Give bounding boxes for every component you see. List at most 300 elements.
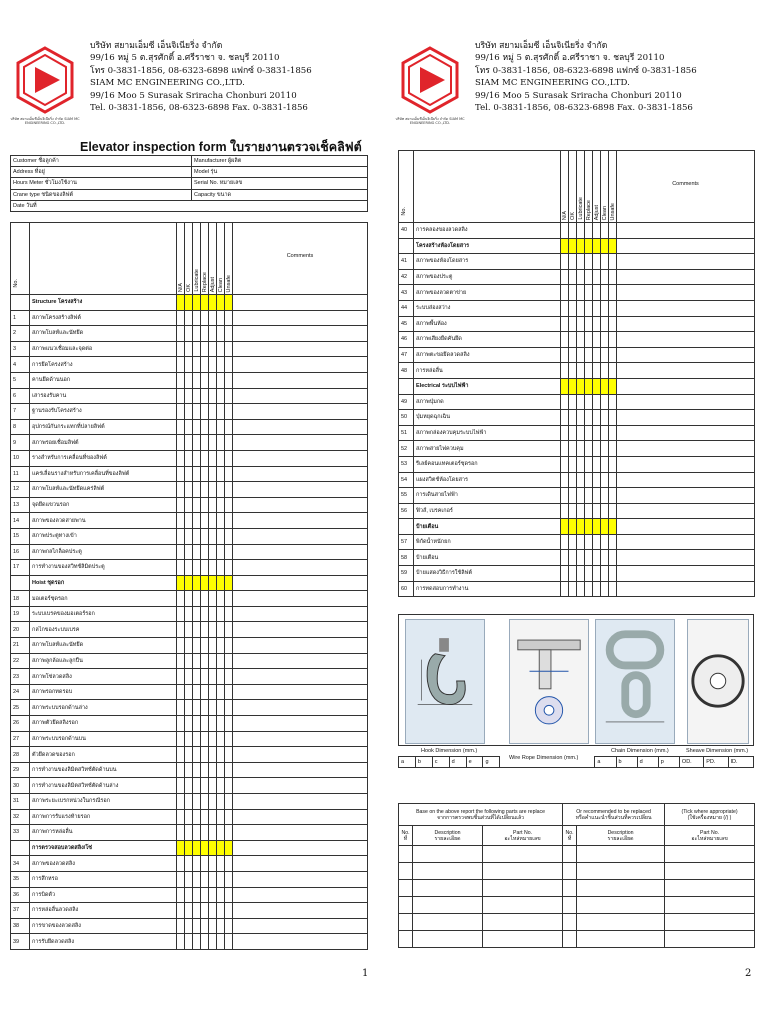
check-cell[interactable] xyxy=(201,372,209,388)
comment-cell[interactable] xyxy=(617,223,755,239)
check-cell[interactable] xyxy=(225,606,233,622)
check-cell[interactable] xyxy=(185,341,193,357)
check-cell[interactable] xyxy=(225,310,233,326)
comment-cell[interactable] xyxy=(233,544,368,560)
check-cell[interactable] xyxy=(585,425,593,441)
check-cell[interactable] xyxy=(561,347,569,363)
check-cell[interactable] xyxy=(209,466,217,482)
check-cell[interactable] xyxy=(201,856,209,872)
check-cell[interactable] xyxy=(177,669,185,685)
check-cell[interactable] xyxy=(225,903,233,919)
check-cell[interactable] xyxy=(225,450,233,466)
check-cell[interactable] xyxy=(177,794,185,810)
check-cell[interactable] xyxy=(217,606,225,622)
check-cell[interactable] xyxy=(601,534,609,550)
check-cell[interactable] xyxy=(601,550,609,566)
check-cell[interactable] xyxy=(177,560,185,576)
check-cell[interactable] xyxy=(569,300,577,316)
check-cell[interactable] xyxy=(201,903,209,919)
check-cell[interactable] xyxy=(185,419,193,435)
comment-cell[interactable] xyxy=(233,934,368,950)
check-cell[interactable] xyxy=(593,347,601,363)
check-cell[interactable] xyxy=(185,497,193,513)
check-cell[interactable] xyxy=(609,472,617,488)
check-cell[interactable] xyxy=(569,581,577,597)
comment-cell[interactable] xyxy=(233,918,368,934)
check-cell[interactable] xyxy=(185,700,193,716)
check-cell[interactable] xyxy=(217,388,225,404)
check-cell[interactable] xyxy=(177,762,185,778)
check-cell[interactable] xyxy=(209,450,217,466)
check-cell[interactable] xyxy=(225,731,233,747)
comment-cell[interactable] xyxy=(617,456,755,472)
check-cell[interactable] xyxy=(593,269,601,285)
check-cell[interactable] xyxy=(201,716,209,732)
check-cell[interactable] xyxy=(193,825,201,841)
manufacturer-field[interactable]: Manufacturer ผู้ผลิต xyxy=(192,156,368,167)
comment-cell[interactable] xyxy=(617,581,755,597)
check-cell[interactable] xyxy=(569,223,577,239)
check-cell[interactable] xyxy=(593,300,601,316)
check-cell[interactable] xyxy=(577,456,585,472)
check-cell[interactable] xyxy=(569,254,577,270)
check-cell[interactable] xyxy=(585,363,593,379)
check-cell[interactable] xyxy=(561,441,569,457)
check-cell[interactable] xyxy=(593,503,601,519)
check-cell[interactable] xyxy=(193,638,201,654)
check-cell[interactable] xyxy=(585,581,593,597)
check-cell[interactable] xyxy=(217,544,225,560)
check-cell[interactable] xyxy=(209,388,217,404)
check-cell[interactable] xyxy=(225,716,233,732)
check-cell[interactable] xyxy=(585,254,593,270)
check-cell[interactable] xyxy=(601,441,609,457)
check-cell[interactable] xyxy=(569,316,577,332)
comment-cell[interactable] xyxy=(233,731,368,747)
check-cell[interactable] xyxy=(209,606,217,622)
check-cell[interactable] xyxy=(569,550,577,566)
check-cell[interactable] xyxy=(225,871,233,887)
check-cell[interactable] xyxy=(217,778,225,794)
check-cell[interactable] xyxy=(601,332,609,348)
check-cell[interactable] xyxy=(209,357,217,373)
hours-meter-field[interactable]: Hours Meter ชั่วโมงใช้งาน xyxy=(11,178,192,189)
comment-cell[interactable] xyxy=(233,778,368,794)
check-cell[interactable] xyxy=(201,809,209,825)
check-cell[interactable] xyxy=(177,513,185,529)
check-cell[interactable] xyxy=(561,566,569,582)
check-cell[interactable] xyxy=(225,388,233,404)
check-cell[interactable] xyxy=(601,472,609,488)
check-cell[interactable] xyxy=(593,456,601,472)
check-cell[interactable] xyxy=(209,310,217,326)
check-cell[interactable] xyxy=(201,622,209,638)
comment-cell[interactable] xyxy=(233,372,368,388)
comment-cell[interactable] xyxy=(233,513,368,529)
check-cell[interactable] xyxy=(561,223,569,239)
check-cell[interactable] xyxy=(609,441,617,457)
check-cell[interactable] xyxy=(209,825,217,841)
check-cell[interactable] xyxy=(185,606,193,622)
comment-cell[interactable] xyxy=(617,472,755,488)
check-cell[interactable] xyxy=(201,653,209,669)
check-cell[interactable] xyxy=(177,450,185,466)
check-cell[interactable] xyxy=(593,316,601,332)
check-cell[interactable] xyxy=(601,581,609,597)
check-cell[interactable] xyxy=(185,918,193,934)
check-cell[interactable] xyxy=(569,488,577,504)
check-cell[interactable] xyxy=(217,934,225,950)
check-cell[interactable] xyxy=(561,300,569,316)
check-cell[interactable] xyxy=(585,410,593,426)
check-cell[interactable] xyxy=(209,794,217,810)
check-cell[interactable] xyxy=(201,825,209,841)
check-cell[interactable] xyxy=(561,425,569,441)
check-cell[interactable] xyxy=(569,285,577,301)
check-cell[interactable] xyxy=(193,482,201,498)
check-cell[interactable] xyxy=(569,534,577,550)
check-cell[interactable] xyxy=(217,341,225,357)
check-cell[interactable] xyxy=(177,482,185,498)
check-cell[interactable] xyxy=(209,684,217,700)
check-cell[interactable] xyxy=(609,347,617,363)
check-cell[interactable] xyxy=(193,497,201,513)
check-cell[interactable] xyxy=(569,503,577,519)
check-cell[interactable] xyxy=(601,394,609,410)
check-cell[interactable] xyxy=(593,550,601,566)
check-cell[interactable] xyxy=(177,466,185,482)
check-cell[interactable] xyxy=(209,856,217,872)
check-cell[interactable] xyxy=(209,497,217,513)
comment-cell[interactable] xyxy=(233,310,368,326)
check-cell[interactable] xyxy=(593,441,601,457)
check-cell[interactable] xyxy=(561,394,569,410)
check-cell[interactable] xyxy=(185,560,193,576)
check-cell[interactable] xyxy=(585,550,593,566)
check-cell[interactable] xyxy=(217,357,225,373)
check-cell[interactable] xyxy=(209,513,217,529)
check-cell[interactable] xyxy=(217,653,225,669)
check-cell[interactable] xyxy=(185,825,193,841)
check-cell[interactable] xyxy=(177,435,185,451)
comment-cell[interactable] xyxy=(233,669,368,685)
check-cell[interactable] xyxy=(577,472,585,488)
check-cell[interactable] xyxy=(185,716,193,732)
check-cell[interactable] xyxy=(585,332,593,348)
check-cell[interactable] xyxy=(561,410,569,426)
check-cell[interactable] xyxy=(577,223,585,239)
check-cell[interactable] xyxy=(609,363,617,379)
check-cell[interactable] xyxy=(177,528,185,544)
check-cell[interactable] xyxy=(185,903,193,919)
check-cell[interactable] xyxy=(209,934,217,950)
comment-cell[interactable] xyxy=(233,622,368,638)
check-cell[interactable] xyxy=(185,856,193,872)
check-cell[interactable] xyxy=(585,223,593,239)
check-cell[interactable] xyxy=(185,310,193,326)
check-cell[interactable] xyxy=(601,316,609,332)
serial-field[interactable]: Serial No. หมายเลข xyxy=(192,178,368,189)
check-cell[interactable] xyxy=(593,534,601,550)
check-cell[interactable] xyxy=(585,566,593,582)
check-cell[interactable] xyxy=(225,544,233,560)
check-cell[interactable] xyxy=(193,310,201,326)
check-cell[interactable] xyxy=(561,316,569,332)
check-cell[interactable] xyxy=(217,591,225,607)
check-cell[interactable] xyxy=(177,716,185,732)
check-cell[interactable] xyxy=(177,871,185,887)
check-cell[interactable] xyxy=(185,326,193,342)
check-cell[interactable] xyxy=(201,466,209,482)
check-cell[interactable] xyxy=(177,653,185,669)
check-cell[interactable] xyxy=(585,269,593,285)
check-cell[interactable] xyxy=(185,794,193,810)
check-cell[interactable] xyxy=(225,357,233,373)
check-cell[interactable] xyxy=(217,560,225,576)
check-cell[interactable] xyxy=(193,466,201,482)
comment-cell[interactable] xyxy=(233,762,368,778)
check-cell[interactable] xyxy=(593,363,601,379)
check-cell[interactable] xyxy=(585,503,593,519)
comment-cell[interactable] xyxy=(233,903,368,919)
check-cell[interactable] xyxy=(569,566,577,582)
check-cell[interactable] xyxy=(225,794,233,810)
comment-cell[interactable] xyxy=(617,425,755,441)
check-cell[interactable] xyxy=(561,363,569,379)
check-cell[interactable] xyxy=(185,653,193,669)
check-cell[interactable] xyxy=(201,731,209,747)
check-cell[interactable] xyxy=(217,700,225,716)
check-cell[interactable] xyxy=(201,450,209,466)
check-cell[interactable] xyxy=(193,684,201,700)
check-cell[interactable] xyxy=(185,871,193,887)
check-cell[interactable] xyxy=(585,456,593,472)
check-cell[interactable] xyxy=(601,347,609,363)
check-cell[interactable] xyxy=(225,326,233,342)
check-cell[interactable] xyxy=(225,762,233,778)
check-cell[interactable] xyxy=(209,871,217,887)
check-cell[interactable] xyxy=(201,684,209,700)
check-cell[interactable] xyxy=(217,497,225,513)
comment-cell[interactable] xyxy=(233,357,368,373)
check-cell[interactable] xyxy=(201,934,209,950)
check-cell[interactable] xyxy=(217,450,225,466)
check-cell[interactable] xyxy=(177,809,185,825)
date-field[interactable]: Date วันที่ xyxy=(11,200,368,211)
check-cell[interactable] xyxy=(593,472,601,488)
check-cell[interactable] xyxy=(177,731,185,747)
comment-cell[interactable] xyxy=(233,653,368,669)
check-cell[interactable] xyxy=(601,566,609,582)
check-cell[interactable] xyxy=(185,450,193,466)
check-cell[interactable] xyxy=(193,591,201,607)
check-cell[interactable] xyxy=(193,794,201,810)
check-cell[interactable] xyxy=(225,622,233,638)
check-cell[interactable] xyxy=(593,285,601,301)
comment-cell[interactable] xyxy=(233,466,368,482)
check-cell[interactable] xyxy=(569,410,577,426)
check-cell[interactable] xyxy=(201,747,209,763)
check-cell[interactable] xyxy=(225,466,233,482)
check-cell[interactable] xyxy=(609,488,617,504)
check-cell[interactable] xyxy=(177,591,185,607)
check-cell[interactable] xyxy=(177,341,185,357)
check-cell[interactable] xyxy=(185,622,193,638)
check-cell[interactable] xyxy=(209,653,217,669)
check-cell[interactable] xyxy=(609,300,617,316)
check-cell[interactable] xyxy=(609,503,617,519)
check-cell[interactable] xyxy=(577,488,585,504)
check-cell[interactable] xyxy=(177,357,185,373)
check-cell[interactable] xyxy=(193,544,201,560)
check-cell[interactable] xyxy=(201,497,209,513)
check-cell[interactable] xyxy=(209,731,217,747)
comment-cell[interactable] xyxy=(233,482,368,498)
check-cell[interactable] xyxy=(177,497,185,513)
comment-cell[interactable] xyxy=(617,300,755,316)
check-cell[interactable] xyxy=(561,550,569,566)
check-cell[interactable] xyxy=(177,388,185,404)
check-cell[interactable] xyxy=(217,622,225,638)
comment-cell[interactable] xyxy=(233,435,368,451)
comment-cell[interactable] xyxy=(617,363,755,379)
check-cell[interactable] xyxy=(585,347,593,363)
check-cell[interactable] xyxy=(185,591,193,607)
check-cell[interactable] xyxy=(217,482,225,498)
comment-cell[interactable] xyxy=(233,700,368,716)
check-cell[interactable] xyxy=(185,778,193,794)
check-cell[interactable] xyxy=(201,435,209,451)
check-cell[interactable] xyxy=(201,606,209,622)
check-cell[interactable] xyxy=(569,441,577,457)
check-cell[interactable] xyxy=(177,903,185,919)
comment-cell[interactable] xyxy=(617,347,755,363)
check-cell[interactable] xyxy=(217,669,225,685)
model-field[interactable]: Model รุ่น xyxy=(192,167,368,178)
check-cell[interactable] xyxy=(609,332,617,348)
check-cell[interactable] xyxy=(569,363,577,379)
check-cell[interactable] xyxy=(201,419,209,435)
comment-cell[interactable] xyxy=(617,488,755,504)
check-cell[interactable] xyxy=(577,425,585,441)
check-cell[interactable] xyxy=(177,918,185,934)
check-cell[interactable] xyxy=(193,669,201,685)
check-cell[interactable] xyxy=(185,513,193,529)
check-cell[interactable] xyxy=(185,638,193,654)
check-cell[interactable] xyxy=(185,809,193,825)
check-cell[interactable] xyxy=(217,887,225,903)
check-cell[interactable] xyxy=(217,372,225,388)
check-cell[interactable] xyxy=(177,700,185,716)
check-cell[interactable] xyxy=(225,497,233,513)
check-cell[interactable] xyxy=(185,388,193,404)
check-cell[interactable] xyxy=(225,778,233,794)
check-cell[interactable] xyxy=(209,341,217,357)
check-cell[interactable] xyxy=(209,560,217,576)
comment-cell[interactable] xyxy=(617,566,755,582)
check-cell[interactable] xyxy=(209,903,217,919)
comment-cell[interactable] xyxy=(617,534,755,550)
check-cell[interactable] xyxy=(209,419,217,435)
check-cell[interactable] xyxy=(177,684,185,700)
check-cell[interactable] xyxy=(561,503,569,519)
comment-cell[interactable] xyxy=(617,394,755,410)
check-cell[interactable] xyxy=(577,441,585,457)
check-cell[interactable] xyxy=(201,918,209,934)
comment-cell[interactable] xyxy=(233,497,368,513)
check-cell[interactable] xyxy=(577,332,585,348)
check-cell[interactable] xyxy=(177,544,185,560)
check-cell[interactable] xyxy=(201,513,209,529)
check-cell[interactable] xyxy=(593,410,601,426)
check-cell[interactable] xyxy=(209,918,217,934)
comment-cell[interactable] xyxy=(233,341,368,357)
check-cell[interactable] xyxy=(193,700,201,716)
check-cell[interactable] xyxy=(185,372,193,388)
check-cell[interactable] xyxy=(601,363,609,379)
check-cell[interactable] xyxy=(577,534,585,550)
check-cell[interactable] xyxy=(193,341,201,357)
check-cell[interactable] xyxy=(177,419,185,435)
check-cell[interactable] xyxy=(609,410,617,426)
comment-cell[interactable] xyxy=(617,316,755,332)
check-cell[interactable] xyxy=(585,488,593,504)
check-cell[interactable] xyxy=(577,269,585,285)
check-cell[interactable] xyxy=(609,254,617,270)
check-cell[interactable] xyxy=(193,731,201,747)
check-cell[interactable] xyxy=(201,388,209,404)
comment-cell[interactable] xyxy=(233,684,368,700)
check-cell[interactable] xyxy=(201,326,209,342)
check-cell[interactable] xyxy=(193,809,201,825)
check-cell[interactable] xyxy=(601,425,609,441)
check-cell[interactable] xyxy=(593,223,601,239)
check-cell[interactable] xyxy=(217,528,225,544)
check-cell[interactable] xyxy=(177,638,185,654)
check-cell[interactable] xyxy=(209,482,217,498)
check-cell[interactable] xyxy=(209,887,217,903)
check-cell[interactable] xyxy=(593,581,601,597)
check-cell[interactable] xyxy=(217,856,225,872)
check-cell[interactable] xyxy=(201,341,209,357)
check-cell[interactable] xyxy=(601,285,609,301)
check-cell[interactable] xyxy=(577,316,585,332)
check-cell[interactable] xyxy=(217,716,225,732)
check-cell[interactable] xyxy=(217,435,225,451)
check-cell[interactable] xyxy=(217,809,225,825)
check-cell[interactable] xyxy=(569,456,577,472)
check-cell[interactable] xyxy=(201,638,209,654)
check-cell[interactable] xyxy=(561,332,569,348)
check-cell[interactable] xyxy=(193,778,201,794)
check-cell[interactable] xyxy=(577,254,585,270)
check-cell[interactable] xyxy=(225,404,233,420)
comment-cell[interactable] xyxy=(233,388,368,404)
check-cell[interactable] xyxy=(225,638,233,654)
customer-field[interactable]: Customer ชื่อลูกค้า xyxy=(11,156,192,167)
check-cell[interactable] xyxy=(585,316,593,332)
check-cell[interactable] xyxy=(561,488,569,504)
comment-cell[interactable] xyxy=(617,441,755,457)
check-cell[interactable] xyxy=(217,419,225,435)
check-cell[interactable] xyxy=(185,762,193,778)
check-cell[interactable] xyxy=(201,778,209,794)
check-cell[interactable] xyxy=(217,731,225,747)
check-cell[interactable] xyxy=(569,332,577,348)
check-cell[interactable] xyxy=(193,372,201,388)
check-cell[interactable] xyxy=(193,513,201,529)
check-cell[interactable] xyxy=(609,534,617,550)
